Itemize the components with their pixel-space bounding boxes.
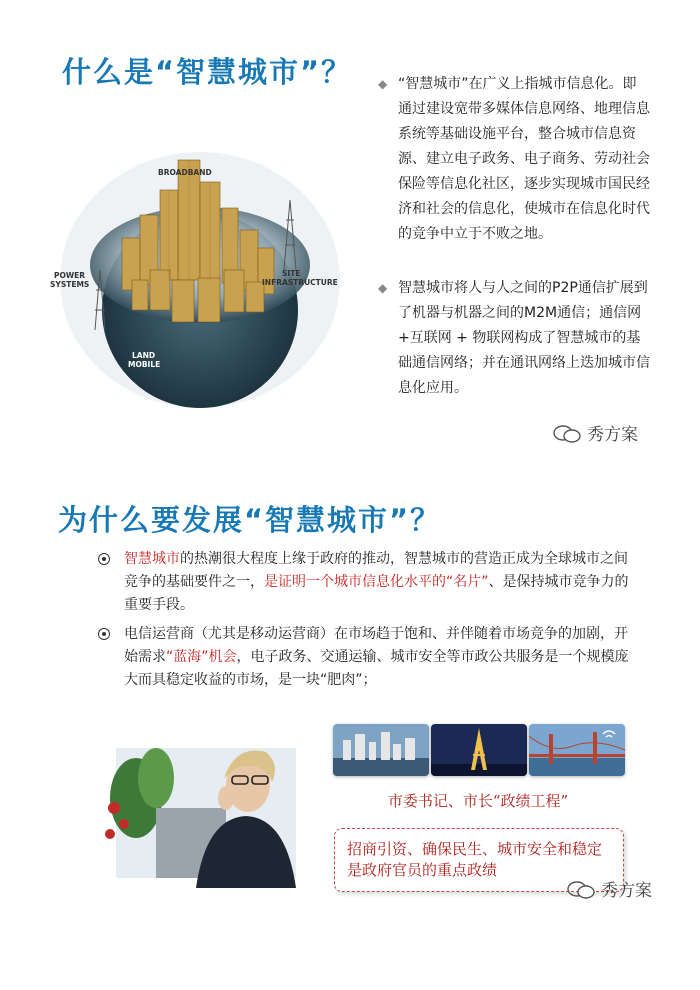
list-item-highlight: 智慧城市 [124, 551, 180, 567]
label-infrastructure: INFRASTRUCTURE [262, 278, 338, 287]
watermark-text: 秀方案 [587, 425, 638, 445]
businesswoman-photo [96, 738, 306, 888]
label-broadband: BROADBAND [158, 168, 212, 177]
list-item-highlight: 是证明一个城市信息化水平的“名片” [264, 574, 489, 590]
city-skyline-photo [333, 724, 429, 776]
list-item [98, 623, 638, 692]
list-item-highlight: “蓝海”机会 [166, 649, 237, 665]
section1-title: 什么是“智慧城市”？ [62, 55, 353, 89]
section2-title: 为什么要发展“智慧城市”？ [58, 503, 442, 537]
highlight-box-text [347, 839, 602, 881]
label-systems: SYSTEMS [50, 280, 90, 289]
watermark-text: 秀方案 [601, 881, 652, 901]
list-item-text: 电信运营商（尤其是移动运营商）在市场趋于饱和、并伴随着市场竞争的加剧，开始需求 [124, 626, 628, 665]
definition-bullet-2 [378, 276, 650, 401]
list-item-text: 的热潮很大程度上缘于政府的推动，智慧城市的营造正成为全球城市之间竞争的基础要件之一， [124, 551, 628, 590]
smart-city-globe-illustration [40, 120, 360, 420]
wechat-icon [553, 425, 581, 443]
circle-bullet-icon [98, 553, 110, 565]
definition-text-2: 智慧城市将人与人之间的P2P通信扩展到了机器与机器之间的M2M通信；通信网+互联网 + 物联网构成了智慧城市的基础通信网络；并在通讯网络上迭加城市信息化应用。 [398, 280, 650, 396]
reasons-list [98, 548, 638, 698]
golden-gate-bridge-photo [529, 724, 625, 776]
label-site: SITE [282, 269, 301, 278]
eiffel-tower-photo [431, 724, 527, 776]
highlight-line-1: 招商引资、确保民生、城市安全和稳定 [347, 840, 603, 858]
definition-bullet-1 [378, 72, 650, 247]
watermark [553, 420, 638, 445]
wechat-icon [567, 881, 595, 899]
definition-text-1: “智慧城市”在广义上指城市信息化。即通过建设宽带多媒体信息网络、地理信息系统等基础设施平台，整合城市信息资源、建立电子政务、电子商务、劳动社会保险等信息化社区，逐步实现城市国民经济和社会的信息化，使城市在信息化时代的竞争中立于不败之地。 [398, 76, 650, 242]
diamond-bullet-icon: ◆ [378, 281, 388, 295]
label-land: LAND [132, 351, 156, 360]
list-item-text: ，电子政务、交通运输、城市安全等市政公共服务是一个规模庞大而具稳定收益的市场，是一块“肥肉”； [124, 649, 629, 688]
circle-bullet-icon [98, 628, 110, 640]
list-item [98, 548, 638, 617]
diamond-bullet-icon: ◆ [378, 77, 388, 91]
highlight-line-2: 是政府官员的重点政绩 [347, 861, 498, 879]
photo-caption: 市委书记、市长“政绩工程” [387, 792, 569, 810]
label-mobile: MOBILE [128, 360, 161, 369]
list-item-text: 、是保持城市竞争力的重要手段。 [124, 574, 629, 613]
label-power: POWER [54, 271, 86, 280]
watermark [567, 876, 652, 901]
